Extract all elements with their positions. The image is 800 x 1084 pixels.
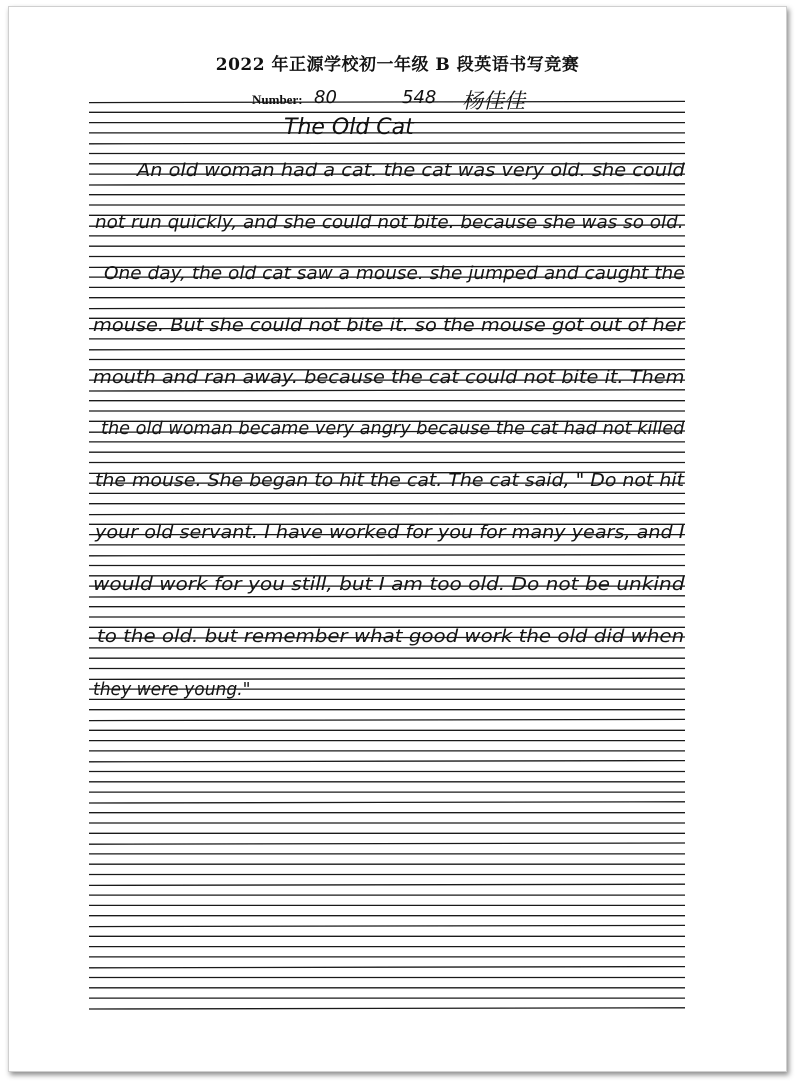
essay-line: would work for you still, but I am too old. Do not be unkind: [93, 574, 685, 595]
ruled-line: [89, 843, 685, 844]
ruled-line: [89, 307, 685, 308]
essay-line: the old woman became very angry because the cat had not killed: [101, 418, 685, 439]
ruled-line: [89, 143, 685, 144]
ruled-line: [89, 1008, 685, 1009]
sheet-title: 2022 年正源学校初一年级 B 段英语书写竞赛: [215, 55, 580, 75]
ruled-line: [89, 184, 685, 185]
essay-line: An old woman had a cat. the cat was very old. she could: [137, 160, 685, 181]
ruled-line: [89, 101, 685, 102]
ruled-line: [89, 555, 685, 556]
essay-line: your old servant. I have worked for you for many years, and I: [95, 522, 685, 543]
ruled-line: [89, 761, 685, 762]
ruled-line: [89, 967, 685, 968]
number-label: Number:: [252, 92, 303, 107]
essay-line: mouse. But she could not bite it. so the mouse got out of her: [93, 315, 685, 336]
essay-line: to the old. but remember what good work the old did when: [97, 626, 685, 647]
ruled-line: [89, 925, 685, 926]
essay-title: The Old Cat: [284, 115, 414, 140]
ruled-line: [89, 719, 685, 720]
student-id: 548: [402, 87, 437, 108]
ruled-line: [89, 802, 685, 803]
ruled-line: [89, 349, 685, 350]
essay-line: the mouse. She began to hit the cat. The cat said, " Do not hit: [95, 470, 685, 491]
essay-line: One day, the old cat saw a mouse. she jumped and caught the: [104, 263, 685, 284]
number-value: 80: [314, 87, 337, 108]
student-name: 杨佳佳: [462, 89, 525, 113]
ruled-line: [89, 390, 685, 391]
answer-sheet: [8, 6, 787, 1072]
essay-line: mouth and ran away. because the cat could not bite it. Them: [93, 367, 685, 388]
ruled-line: [89, 513, 685, 514]
essay-line: they were young.": [93, 679, 251, 700]
ruled-line: [89, 884, 685, 885]
essay-line: not run quickly, and she could not bite. because she was so old.: [95, 212, 684, 233]
